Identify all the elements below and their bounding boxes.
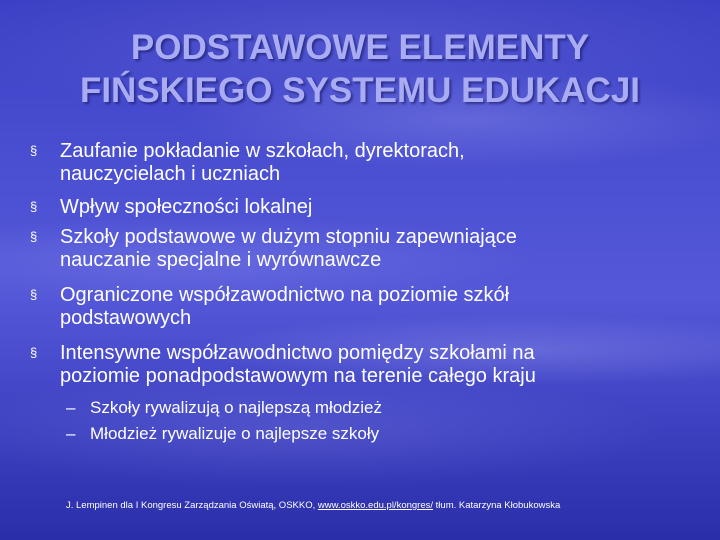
source-footer	[66, 500, 560, 511]
dash-marker-icon: –	[66, 424, 76, 443]
bullet-marker-icon: §	[30, 345, 38, 360]
footer-link[interactable]: www.oskko.edu.pl/kongres/	[317, 500, 434, 511]
bullet-text: Szkoły podstawowe w dużym stopniu zapewniające nauczanie specjalne i wyrównawcze	[60, 226, 517, 271]
bullet-marker-icon: §	[30, 229, 38, 244]
bullet-marker-icon: §	[30, 199, 38, 214]
sub-bullet-item-1	[66, 398, 382, 418]
bullet-marker-icon: §	[30, 143, 38, 158]
dash-marker-icon: –	[66, 398, 76, 417]
footer-prefix: J. Lempinen dla I Kongresu Zarządzania Oświatą, OSKKO,	[66, 500, 318, 511]
bullet-marker-icon: §	[30, 287, 38, 302]
slide-title-line-1: PODSTAWOWE ELEMENTY	[130, 28, 590, 67]
bullet-text: Zaufanie pokładanie w szkołach, dyrektorach, nauczycielach i uczniach	[60, 140, 465, 185]
bullet-text: Ograniczone współzawodnictwo na poziomie szkół podstawowych	[60, 284, 510, 329]
bullet-text: Wpływ społeczności lokalnej	[60, 196, 313, 218]
bullet-text: Intensywne współzawodnictwo pomiędzy szkołami na poziomie ponadpodstawowym na terenie całego kraju	[60, 342, 536, 387]
sub-bullet-text: Młodzież rywalizuje o najlepsze szkoły	[90, 424, 380, 443]
footer-suffix: tłum. Katarzyna Kłobukowska	[433, 500, 561, 511]
sub-bullet-item-2	[66, 424, 379, 444]
slide-title	[20, 26, 700, 112]
sub-bullet-text: Szkoły rywalizują o najlepszą młodzież	[90, 398, 382, 417]
slide-title-line-2: FIŃSKIEGO SYSTEMU EDUKACJI	[79, 71, 641, 110]
